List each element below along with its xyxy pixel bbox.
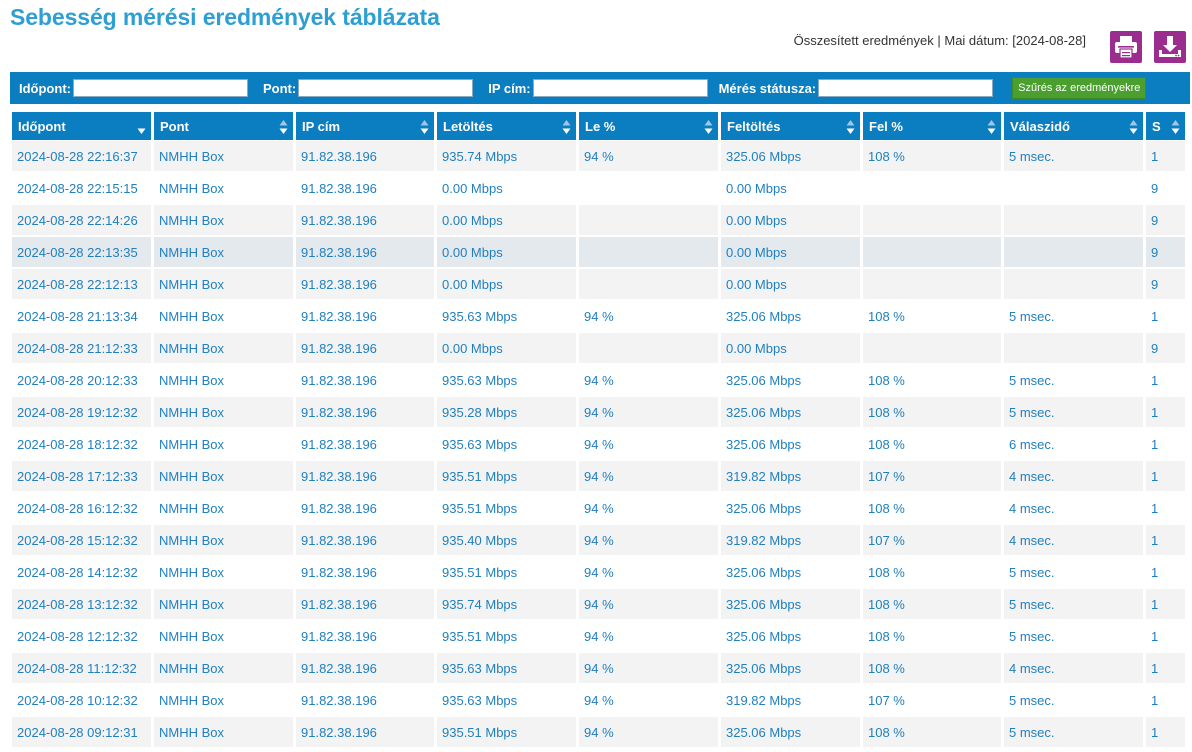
cell-valaszido: 5 msec.: [1004, 365, 1146, 397]
cell-le-pct: [579, 333, 721, 365]
cell-ip: 91.82.38.196: [296, 333, 437, 365]
cell-ip: 91.82.38.196: [296, 493, 437, 525]
table-row[interactable]: [12, 429, 1188, 461]
cell-s: 1: [1146, 365, 1188, 397]
cell-letoltes: 0.00 Mbps: [437, 269, 579, 301]
cell-le-pct: 94 %: [579, 525, 721, 557]
cell-ip: 91.82.38.196: [296, 397, 437, 429]
cell-le-pct: 94 %: [579, 621, 721, 653]
cell-pont: NMHH Box: [154, 557, 296, 589]
cell-letoltes: 935.74 Mbps: [437, 141, 579, 173]
table-row[interactable]: [12, 205, 1188, 237]
cell-letoltes: 935.63 Mbps: [437, 301, 579, 333]
cell-s: 1: [1146, 653, 1188, 685]
cell-le-pct: 94 %: [579, 557, 721, 589]
print-button[interactable]: [1110, 31, 1142, 63]
cell-s: 1: [1146, 397, 1188, 429]
table-body: [12, 141, 1188, 749]
cell-s: 1: [1146, 557, 1188, 589]
cell-feltoltes: 0.00 Mbps: [721, 205, 863, 237]
cell-pont: NMHH Box: [154, 621, 296, 653]
column-header-label: IP cím: [302, 118, 341, 134]
table-row[interactable]: [12, 717, 1188, 749]
sort-icon[interactable]: [562, 118, 571, 136]
column-header-le-pct[interactable]: [579, 112, 721, 141]
cell-idopont: 2024-08-28 16:12:32: [12, 493, 154, 525]
cell-le-pct: 94 %: [579, 493, 721, 525]
cell-le-pct: 94 %: [579, 685, 721, 717]
column-header-s[interactable]: [1146, 112, 1188, 141]
summary-date: Összesített eredmények | Mai dátum: [2024-08-28]: [793, 33, 1086, 48]
cell-s: 1: [1146, 461, 1188, 493]
cell-s: 1: [1146, 141, 1188, 173]
cell-feltoltes: 319.82 Mbps: [721, 525, 863, 557]
cell-idopont: 2024-08-28 12:12:32: [12, 621, 154, 653]
cell-valaszido: 4 msec.: [1004, 525, 1146, 557]
cell-ip: 91.82.38.196: [296, 717, 437, 749]
cell-valaszido: 5 msec.: [1004, 557, 1146, 589]
cell-valaszido: 5 msec.: [1004, 141, 1146, 173]
filter-ip-label: IP cím:: [488, 80, 531, 96]
column-header-idopont[interactable]: [12, 112, 154, 141]
cell-s: 9: [1146, 333, 1188, 365]
cell-pont: NMHH Box: [154, 525, 296, 557]
cell-le-pct: 94 %: [579, 461, 721, 493]
table-header-row: [12, 112, 1188, 141]
cell-pont: NMHH Box: [154, 397, 296, 429]
cell-letoltes: 935.28 Mbps: [437, 397, 579, 429]
column-header-ip[interactable]: [296, 112, 437, 141]
cell-ip: 91.82.38.196: [296, 173, 437, 205]
cell-valaszido: 4 msec.: [1004, 493, 1146, 525]
cell-valaszido: [1004, 237, 1146, 269]
cell-idopont: 2024-08-28 20:12:33: [12, 365, 154, 397]
cell-idopont: 2024-08-28 18:12:32: [12, 429, 154, 461]
cell-feltoltes: 325.06 Mbps: [721, 589, 863, 621]
cell-feltoltes: 0.00 Mbps: [721, 269, 863, 301]
filter-point-input[interactable]: [298, 79, 473, 97]
cell-idopont: 2024-08-28 22:12:13: [12, 269, 154, 301]
cell-letoltes: 0.00 Mbps: [437, 173, 579, 205]
cell-le-pct: 94 %: [579, 365, 721, 397]
cell-idopont: 2024-08-28 15:12:32: [12, 525, 154, 557]
cell-valaszido: 5 msec.: [1004, 717, 1146, 749]
cell-letoltes: 935.63 Mbps: [437, 429, 579, 461]
cell-ip: 91.82.38.196: [296, 237, 437, 269]
filter-submit-button[interactable]: Szűrés az eredményekre: [1012, 77, 1146, 99]
cell-feltoltes: 325.06 Mbps: [721, 397, 863, 429]
cell-fel-pct: 108 %: [863, 589, 1004, 621]
table-row[interactable]: [12, 301, 1188, 333]
cell-fel-pct: 108 %: [863, 301, 1004, 333]
column-header-fel-pct[interactable]: [863, 112, 1004, 141]
cell-feltoltes: 325.06 Mbps: [721, 653, 863, 685]
cell-pont: NMHH Box: [154, 205, 296, 237]
table-row[interactable]: [12, 269, 1188, 301]
cell-idopont: 2024-08-28 17:12:33: [12, 461, 154, 493]
cell-fel-pct: [863, 205, 1004, 237]
cell-pont: NMHH Box: [154, 237, 296, 269]
cell-pont: NMHH Box: [154, 141, 296, 173]
sort-icon[interactable]: [846, 118, 855, 136]
cell-pont: NMHH Box: [154, 717, 296, 749]
cell-s: 1: [1146, 301, 1188, 333]
cell-valaszido: [1004, 205, 1146, 237]
cell-valaszido: [1004, 173, 1146, 205]
cell-idopont: 2024-08-28 13:12:32: [12, 589, 154, 621]
cell-le-pct: 94 %: [579, 717, 721, 749]
cell-le-pct: 94 %: [579, 141, 721, 173]
table-row[interactable]: [12, 557, 1188, 589]
cell-feltoltes: 325.06 Mbps: [721, 717, 863, 749]
cell-pont: NMHH Box: [154, 269, 296, 301]
sort-icon[interactable]: [1129, 118, 1138, 136]
cell-letoltes: 935.63 Mbps: [437, 685, 579, 717]
cell-idopont: 2024-08-28 22:15:15: [12, 173, 154, 205]
table-row[interactable]: [12, 365, 1188, 397]
cell-letoltes: 0.00 Mbps: [437, 333, 579, 365]
cell-idopont: 2024-08-28 14:12:32: [12, 557, 154, 589]
cell-fel-pct: [863, 237, 1004, 269]
cell-valaszido: 5 msec.: [1004, 621, 1146, 653]
printer-icon: [1112, 33, 1140, 61]
cell-idopont: 2024-08-28 19:12:32: [12, 397, 154, 429]
cell-ip: 91.82.38.196: [296, 301, 437, 333]
table-row[interactable]: [12, 237, 1188, 269]
column-header-label: Fel %: [869, 118, 903, 134]
cell-s: 1: [1146, 493, 1188, 525]
table-row[interactable]: [12, 397, 1188, 429]
cell-le-pct: 94 %: [579, 589, 721, 621]
cell-letoltes: 935.63 Mbps: [437, 365, 579, 397]
column-header-label: Válaszidő: [1010, 118, 1070, 134]
cell-s: 1: [1146, 685, 1188, 717]
cell-fel-pct: 107 %: [863, 525, 1004, 557]
cell-valaszido: 4 msec.: [1004, 461, 1146, 493]
cell-le-pct: [579, 205, 721, 237]
cell-letoltes: 935.40 Mbps: [437, 525, 579, 557]
cell-s: 1: [1146, 429, 1188, 461]
cell-s: 1: [1146, 589, 1188, 621]
cell-pont: NMHH Box: [154, 333, 296, 365]
column-header-letoltes[interactable]: [437, 112, 579, 141]
cell-fel-pct: [863, 269, 1004, 301]
cell-feltoltes: 325.06 Mbps: [721, 621, 863, 653]
download-button[interactable]: [1154, 31, 1186, 63]
cell-pont: NMHH Box: [154, 685, 296, 717]
table-row[interactable]: [12, 493, 1188, 525]
table-row[interactable]: [12, 653, 1188, 685]
table-row[interactable]: [12, 525, 1188, 557]
cell-feltoltes: 319.82 Mbps: [721, 685, 863, 717]
column-header-label: Letöltés: [443, 118, 493, 134]
table-row[interactable]: [12, 589, 1188, 621]
table-row[interactable]: [12, 173, 1188, 205]
cell-pont: NMHH Box: [154, 589, 296, 621]
cell-letoltes: 935.51 Mbps: [437, 461, 579, 493]
cell-fel-pct: [863, 333, 1004, 365]
table-row[interactable]: [12, 141, 1188, 173]
cell-letoltes: 935.51 Mbps: [437, 557, 579, 589]
cell-feltoltes: 325.06 Mbps: [721, 301, 863, 333]
sort-icon[interactable]: [420, 118, 429, 136]
table-row[interactable]: [12, 461, 1188, 493]
filter-point-label: Pont:: [262, 80, 297, 96]
cell-le-pct: [579, 237, 721, 269]
cell-ip: 91.82.38.196: [296, 141, 437, 173]
cell-ip: 91.82.38.196: [296, 589, 437, 621]
table-row[interactable]: [12, 621, 1188, 653]
sort-icon[interactable]: [1171, 118, 1180, 136]
cell-s: 9: [1146, 173, 1188, 205]
cell-valaszido: 5 msec.: [1004, 397, 1146, 429]
cell-s: 1: [1146, 717, 1188, 749]
cell-fel-pct: 108 %: [863, 557, 1004, 589]
cell-idopont: 2024-08-28 09:12:31: [12, 717, 154, 749]
sort-icon[interactable]: [704, 118, 713, 136]
column-header-label: S: [1152, 118, 1161, 134]
cell-ip: 91.82.38.196: [296, 365, 437, 397]
sort-icon[interactable]: [987, 118, 996, 136]
cell-s: 1: [1146, 621, 1188, 653]
cell-fel-pct: [863, 173, 1004, 205]
cell-s: 1: [1146, 525, 1188, 557]
cell-fel-pct: 108 %: [863, 397, 1004, 429]
column-header-label: Időpont: [18, 118, 66, 134]
cell-fel-pct: 107 %: [863, 685, 1004, 717]
cell-s: 9: [1146, 269, 1188, 301]
cell-le-pct: 94 %: [579, 397, 721, 429]
cell-fel-pct: 108 %: [863, 429, 1004, 461]
cell-valaszido: 5 msec.: [1004, 301, 1146, 333]
column-header-label: Le %: [585, 118, 616, 134]
cell-idopont: 2024-08-28 21:13:34: [12, 301, 154, 333]
cell-letoltes: 935.74 Mbps: [437, 589, 579, 621]
cell-fel-pct: 108 %: [863, 141, 1004, 173]
cell-feltoltes: 319.82 Mbps: [721, 461, 863, 493]
cell-valaszido: 4 msec.: [1004, 653, 1146, 685]
cell-letoltes: 935.51 Mbps: [437, 621, 579, 653]
cell-s: 9: [1146, 205, 1188, 237]
cell-feltoltes: 325.06 Mbps: [721, 429, 863, 461]
cell-pont: NMHH Box: [154, 653, 296, 685]
cell-ip: 91.82.38.196: [296, 557, 437, 589]
cell-fel-pct: 108 %: [863, 653, 1004, 685]
cell-letoltes: 935.63 Mbps: [437, 653, 579, 685]
cell-ip: 91.82.38.196: [296, 205, 437, 237]
sort-desc-icon[interactable]: [137, 118, 146, 136]
filter-bar: [10, 72, 1190, 104]
table-row[interactable]: [12, 685, 1188, 717]
results-table: [12, 112, 1188, 749]
table-row[interactable]: [12, 333, 1188, 365]
cell-valaszido: 6 msec.: [1004, 429, 1146, 461]
cell-pont: NMHH Box: [154, 365, 296, 397]
cell-feltoltes: 0.00 Mbps: [721, 333, 863, 365]
cell-valaszido: [1004, 269, 1146, 301]
column-header-label: Pont: [160, 118, 189, 134]
cell-feltoltes: 0.00 Mbps: [721, 173, 863, 205]
cell-ip: 91.82.38.196: [296, 461, 437, 493]
cell-le-pct: 94 %: [579, 429, 721, 461]
cell-le-pct: [579, 173, 721, 205]
cell-idopont: 2024-08-28 21:12:33: [12, 333, 154, 365]
cell-idopont: 2024-08-28 11:12:32: [12, 653, 154, 685]
cell-fel-pct: 108 %: [863, 365, 1004, 397]
cell-idopont: 2024-08-28 22:14:26: [12, 205, 154, 237]
cell-s: 9: [1146, 237, 1188, 269]
cell-pont: NMHH Box: [154, 429, 296, 461]
cell-feltoltes: 325.06 Mbps: [721, 365, 863, 397]
cell-letoltes: 0.00 Mbps: [437, 205, 579, 237]
column-header-valaszido[interactable]: [1004, 112, 1146, 141]
filter-status-label: Mérés státusza:: [718, 80, 817, 96]
cell-letoltes: 935.51 Mbps: [437, 493, 579, 525]
sort-icon[interactable]: [279, 118, 288, 136]
cell-idopont: 2024-08-28 22:16:37: [12, 141, 154, 173]
cell-le-pct: 94 %: [579, 653, 721, 685]
column-header-label: Feltöltés: [727, 118, 781, 134]
page-title: Sebesség mérési eredmények táblázata: [10, 4, 440, 30]
cell-valaszido: [1004, 333, 1146, 365]
cell-ip: 91.82.38.196: [296, 621, 437, 653]
cell-feltoltes: 325.06 Mbps: [721, 493, 863, 525]
cell-feltoltes: 0.00 Mbps: [721, 237, 863, 269]
cell-valaszido: 5 msec.: [1004, 685, 1146, 717]
cell-feltoltes: 325.06 Mbps: [721, 141, 863, 173]
cell-ip: 91.82.38.196: [296, 269, 437, 301]
cell-letoltes: 935.51 Mbps: [437, 717, 579, 749]
cell-ip: 91.82.38.196: [296, 525, 437, 557]
cell-letoltes: 0.00 Mbps: [437, 237, 579, 269]
cell-fel-pct: 108 %: [863, 717, 1004, 749]
cell-pont: NMHH Box: [154, 301, 296, 333]
cell-feltoltes: 325.06 Mbps: [721, 557, 863, 589]
cell-pont: NMHH Box: [154, 493, 296, 525]
cell-idopont: 2024-08-28 22:13:35: [12, 237, 154, 269]
filter-ip-input[interactable]: [533, 79, 708, 97]
column-header-pont[interactable]: [154, 112, 296, 141]
cell-ip: 91.82.38.196: [296, 685, 437, 717]
cell-ip: 91.82.38.196: [296, 653, 437, 685]
cell-ip: 91.82.38.196: [296, 429, 437, 461]
filter-time-label: Időpont:: [19, 80, 71, 96]
cell-le-pct: [579, 269, 721, 301]
cell-pont: NMHH Box: [154, 173, 296, 205]
cell-idopont: 2024-08-28 10:12:32: [12, 685, 154, 717]
cell-valaszido: 5 msec.: [1004, 589, 1146, 621]
cell-pont: NMHH Box: [154, 461, 296, 493]
filter-time-input[interactable]: [73, 79, 248, 97]
download-icon: [1156, 33, 1184, 61]
column-header-feltoltes[interactable]: [721, 112, 863, 141]
filter-status-input[interactable]: [818, 79, 993, 97]
cell-fel-pct: 108 %: [863, 621, 1004, 653]
cell-le-pct: 94 %: [579, 301, 721, 333]
cell-fel-pct: 108 %: [863, 493, 1004, 525]
cell-fel-pct: 107 %: [863, 461, 1004, 493]
